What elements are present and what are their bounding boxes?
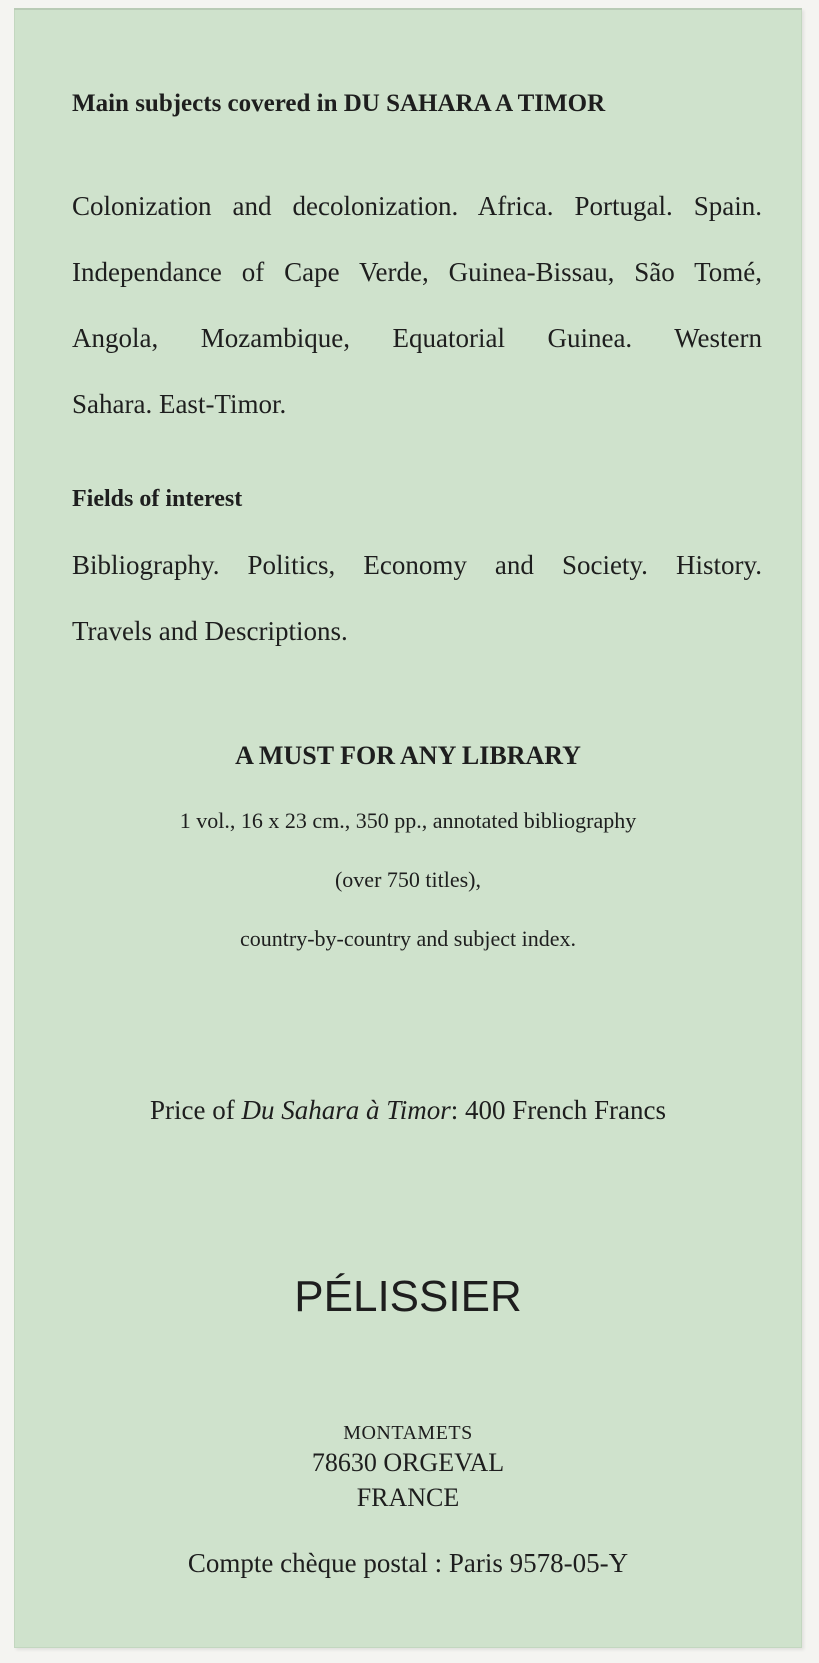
subjects-line: Sahara. East-Timor. bbox=[72, 389, 287, 419]
price-line bbox=[14, 1095, 802, 1126]
subjects-line: Angola, Mozambique, Equatorial Guinea. Western bbox=[72, 323, 762, 353]
publisher-country: FRANCE bbox=[356, 1483, 460, 1512]
price-prefix: Price of bbox=[150, 1095, 242, 1125]
main-subjects-heading: Main subjects covered in DU SAHARA A TIMOR bbox=[72, 90, 606, 117]
specs-line: (over 750 titles), bbox=[334, 867, 482, 892]
fields-paragraph bbox=[72, 532, 762, 664]
specs-line: country-by-country and subject index. bbox=[239, 926, 576, 951]
price-book-title: Du Sahara à Timor bbox=[241, 1095, 451, 1125]
publisher-city: 78630 ORGEVAL bbox=[311, 1448, 505, 1477]
publisher-street: MONTAMETS bbox=[343, 1422, 473, 1444]
page-top-edge bbox=[14, 8, 802, 10]
price-suffix: : 400 French Francs bbox=[450, 1095, 666, 1125]
document-page bbox=[14, 8, 802, 1648]
postal-account: Compte chèque postal : Paris 9578-05-Y bbox=[187, 1548, 629, 1578]
subjects-line: Colonization and decolonization. Africa. Portugal. Spain. bbox=[72, 191, 762, 221]
fields-line: Bibliography. Politics, Economy and Society. History. bbox=[72, 550, 762, 580]
publisher-name: PÉLISSIER bbox=[294, 1272, 522, 1321]
fields-line: Travels and Descriptions. bbox=[72, 616, 348, 646]
subjects-line: Independance of Cape Verde, Guinea-Bissau, São Tomé, bbox=[72, 257, 762, 287]
must-heading: A MUST FOR ANY LIBRARY bbox=[235, 741, 581, 770]
specs-line: 1 vol., 16 x 23 cm., 350 pp., annotated bibliography bbox=[179, 808, 637, 833]
fields-heading: Fields of interest bbox=[72, 486, 243, 512]
subjects-paragraph bbox=[72, 173, 762, 437]
